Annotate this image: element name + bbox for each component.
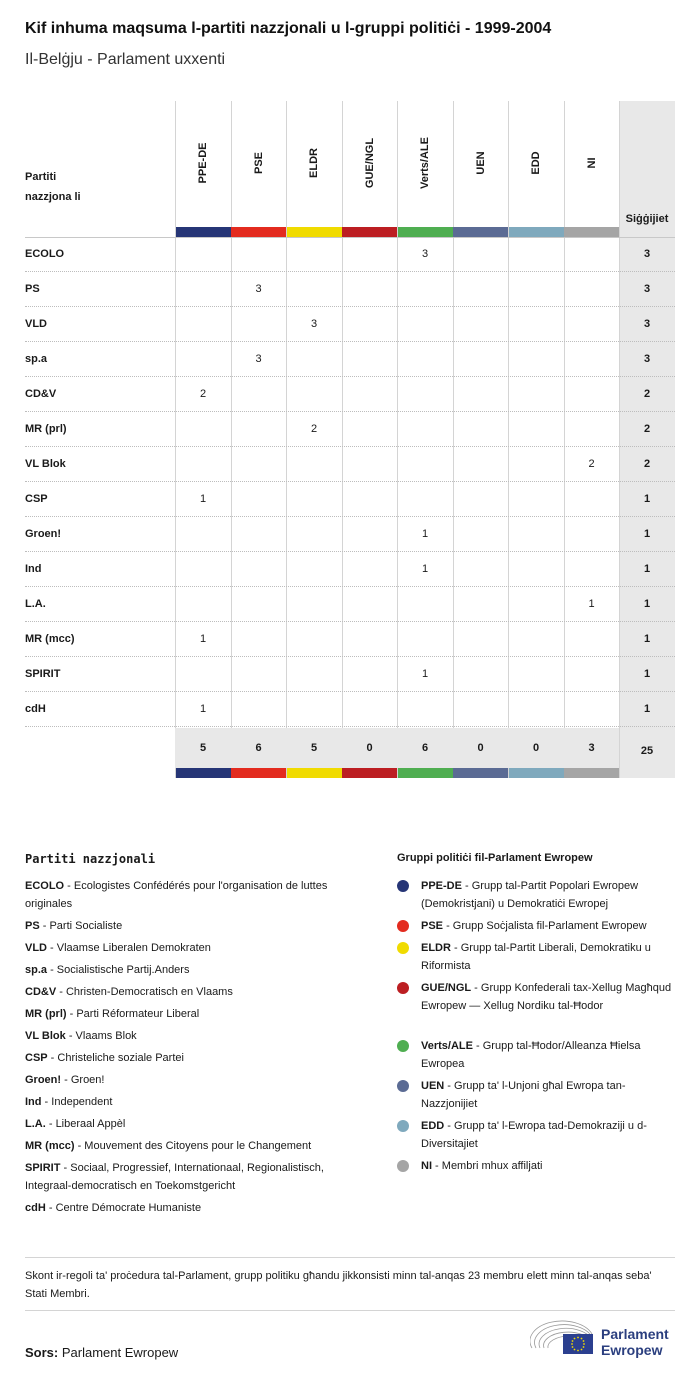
row-party: CSP	[25, 493, 48, 505]
group-header-label: NI	[585, 157, 598, 169]
legend-party-code: MR (mcc)	[25, 1140, 75, 1152]
row-total: 1	[643, 528, 651, 540]
table-row	[25, 272, 675, 307]
source-value: Parlament Ewropew	[61, 1345, 179, 1360]
group-color-bar	[287, 227, 342, 237]
logo-line1: Parlament	[601, 1326, 669, 1342]
legend-party-code: L.A.	[25, 1118, 46, 1130]
legend-party-code: VL Blok	[25, 1030, 66, 1042]
legend-party-item: cdH - Centre Démocrate Humaniste	[25, 1202, 202, 1214]
group-color-bar	[564, 227, 619, 237]
table-row	[25, 377, 675, 412]
group-header-vertsale	[398, 101, 453, 229]
legend-group-item: GUE/NGL - Grupp Konfederali tax-Xellug Magħqud Ewropew — Xellug Nordiku tal-Ħodor	[421, 982, 672, 1012]
group-color-bar	[398, 768, 453, 778]
legend-party-code: MR (prl)	[25, 1008, 67, 1020]
seat-table	[25, 101, 675, 778]
source-label: Sors:	[25, 1345, 59, 1360]
group-color-bar	[509, 227, 564, 237]
group-color-bar	[231, 227, 286, 237]
legend-group-code: EDD	[421, 1120, 445, 1132]
legend-group-item: Verts/ALE - Grupp tal-Ħodor/Alleanza Ħielsa Ewropea	[421, 1040, 641, 1070]
group-total: 3	[588, 742, 595, 754]
legend-group-item: EDD - Grupp ta' l-Ewropa tad-Demokraziji u d-Diversitajiet	[421, 1120, 647, 1150]
legend-party-item: ECOLO - Ecologistes Confédérés pour l'organisation de luttes originales	[25, 880, 328, 910]
row-total: 1	[643, 563, 651, 575]
row-party: sp.a	[25, 353, 48, 365]
seat-cell: 3	[255, 353, 262, 365]
row-party: Groen!	[25, 528, 62, 540]
table-row	[25, 307, 675, 342]
seat-cell: 1	[199, 493, 207, 505]
legend-party-code: Groen!	[25, 1074, 62, 1086]
legend-party-name: Parti Réformateur Liberal	[76, 1008, 200, 1020]
table-row	[25, 657, 675, 692]
legend-party-name: Mouvement des Citoyens pour le Changement	[84, 1140, 312, 1152]
legend-party-code: CSP	[25, 1052, 48, 1064]
legend-party-name: Independent	[51, 1096, 113, 1108]
legend-party-code: SPIRIT	[25, 1162, 61, 1174]
legend-party-name: Socialistische Partij.Anders	[56, 964, 190, 976]
legend-party-code: VLD	[25, 942, 47, 954]
group-color-bar	[453, 227, 508, 237]
table-row	[25, 552, 675, 587]
legend-party-item: MR (mcc) - Mouvement des Citoyens pour le Changement	[25, 1140, 312, 1152]
legend-party-item: Ind - Independent	[25, 1096, 113, 1108]
legend-party-item: CD&V - Christen-Democratisch en Vlaams	[25, 986, 233, 998]
group-color-bar	[176, 768, 231, 778]
row-party: SPIRIT	[25, 668, 61, 680]
header-total: Siġġijiet	[625, 213, 669, 225]
table-row	[25, 622, 675, 657]
legend-group-code: PPE-DE	[421, 880, 462, 892]
source	[25, 1345, 178, 1360]
group-header-label: GUE/NGL	[363, 137, 376, 189]
row-total: 3	[643, 353, 651, 365]
legend-color-dot	[397, 1120, 409, 1132]
row-total: 3	[643, 283, 651, 295]
legend-group-item: PSE - Grupp Soċjalista fil-Parlament Ewropew	[421, 920, 647, 932]
legend-color-dot	[397, 1160, 409, 1172]
table-row	[25, 482, 675, 517]
group-total: 6	[421, 742, 429, 754]
legend-color-dot	[397, 880, 409, 892]
group-header-pse	[231, 101, 286, 229]
legend-group-item: ELDR - Grupp tal-Partit Liberali, Demokratiku u Riformista	[421, 942, 651, 972]
legend-group-name: Grupp tal-Ħodor/Alleanza Ħielsa Ewropea	[421, 1040, 641, 1070]
table-row	[25, 342, 675, 377]
seat-cell: 1	[421, 528, 429, 540]
legend-party-name: Ecologistes Confédérés pour l'organisation de luttes originales	[25, 880, 328, 910]
legend-party-name: Sociaal, Progressief, Internationaal, Regionalistisch, Integraal-democratisch en Toekomstgericht	[25, 1162, 324, 1192]
group-color-bar	[453, 768, 508, 778]
legend-party-name: Christeliche soziale Partei	[57, 1052, 184, 1064]
row-total: 1	[643, 668, 651, 680]
legend-party-name: Parti Socialiste	[49, 920, 123, 932]
group-total: 5	[310, 742, 318, 754]
legend-party-item: CSP - Christeliche soziale Partei	[25, 1052, 184, 1064]
group-color-bar	[287, 768, 342, 778]
legend-party-name: Centre Démocrate Humaniste	[55, 1202, 202, 1214]
table-row	[25, 517, 675, 552]
row-total: 2	[643, 423, 651, 435]
divider	[25, 1257, 675, 1258]
group-color-bar	[509, 768, 564, 778]
group-total: 0	[532, 742, 540, 754]
table-row	[25, 447, 675, 482]
legend-groups-title: Gruppi politiċi fil-Parlament Ewropew	[397, 852, 593, 864]
row-party: L.A.	[25, 598, 46, 610]
group-header-label: PPE-DE	[197, 142, 209, 184]
row-total: 2	[643, 388, 651, 400]
group-header-label: Verts/ALE	[419, 137, 431, 189]
chart-title: Kif inhuma maqsuma l-partiti nazzjonali u l-gruppi politiċi - 1999-2004	[25, 20, 552, 37]
group-total: 0	[477, 742, 484, 754]
legend-group-name: Grupp Soċjalista fil-Parlament Ewropew	[452, 920, 647, 932]
legend-group-code: GUE/NGL	[421, 982, 472, 994]
group-total: 5	[199, 742, 207, 754]
group-header-label: EDD	[530, 151, 542, 175]
row-separator	[25, 726, 675, 727]
footnote: Skont ir-regoli ta' proċedura tal-Parlament, grupp politiku għandu jikkonsisti minn tal-anqas 23 membru elett minn tal-anqas seba' Stati Membri.	[25, 1270, 652, 1300]
legend-party-name: Liberaal Appèl	[55, 1118, 126, 1130]
group-header-label: UEN	[474, 151, 487, 175]
row-party: ECOLO	[25, 248, 65, 260]
legend-group-code: Verts/ALE	[421, 1040, 473, 1052]
legend-group-code: ELDR	[421, 942, 451, 954]
group-color-bar	[342, 768, 397, 778]
legend-group-name: Membri mhux affiljati	[441, 1160, 543, 1172]
seat-cell: 1	[421, 563, 429, 575]
chart-subtitle: Il-Belġju - Parlament uxxenti	[25, 51, 226, 68]
group-total: 6	[255, 742, 262, 754]
row-total: 2	[643, 458, 651, 470]
row-total: 1	[643, 598, 651, 610]
legend-group-item: UEN - Grupp ta' l-Unjoni għal Ewropa tan-Nazzjonijiet	[421, 1080, 626, 1110]
legend-party-item: VLD - Vlaamse Liberalen Demokraten	[25, 942, 211, 954]
legend-party-name: Vlaams Blok	[75, 1030, 137, 1042]
row-party: PS	[25, 283, 40, 295]
legend-group-name: Grupp tal-Partit Popolari Ewropew (Demokristjani) u Demokratiċi Ewropej	[421, 880, 639, 910]
legend-group-code: PSE	[421, 920, 444, 932]
group-header-ni	[564, 101, 619, 229]
legend-group-code: UEN	[421, 1080, 445, 1092]
european-parliament-wordmark	[601, 1326, 669, 1358]
seat-cell: 1	[421, 668, 429, 680]
legend-group-name: Grupp tal-Partit Liberali, Demokratiku u Riformista	[421, 942, 651, 972]
legend-party-item: MR (prl) - Parti Réformateur Liberal	[25, 1008, 200, 1020]
group-header-guengl	[342, 101, 397, 229]
legend-party-name: Vlaamse Liberalen Demokraten	[56, 942, 211, 954]
group-color-bar	[342, 227, 397, 237]
seat-cell: 2	[199, 388, 207, 400]
seat-cell: 1	[199, 703, 207, 715]
legend-party-item: sp.a - Socialistische Partij.Anders	[25, 964, 190, 976]
row-party: MR (mcc)	[25, 633, 75, 645]
legend-party-item: SPIRIT - Sociaal, Progressief, Internationaal, Regionalistisch, Integraal-democratisch en Toekomstgericht	[25, 1162, 324, 1192]
seat-cell: 2	[310, 423, 318, 435]
legend-party-code: PS	[25, 920, 40, 932]
legend-color-dot	[397, 942, 409, 954]
header-party: Partiti nazzjona li	[25, 171, 81, 203]
row-party: VL Blok	[25, 458, 66, 470]
legend-party-item: Groen! - Groen!	[25, 1074, 105, 1086]
legend-party-item: PS - Parti Socialiste	[25, 920, 123, 932]
row-party: Ind	[25, 563, 42, 575]
seat-cell: 3	[310, 318, 318, 330]
grand-total: 25	[640, 745, 654, 757]
row-total: 3	[643, 248, 651, 260]
seat-cell: 1	[199, 633, 207, 645]
table-row	[25, 412, 675, 447]
seat-cell: 1	[588, 598, 595, 610]
group-header-uen	[453, 101, 508, 229]
row-party: cdH	[25, 703, 46, 715]
seat-cell: 2	[588, 458, 595, 470]
legend-party-code: Ind	[25, 1096, 42, 1108]
group-header-ppede	[176, 101, 231, 229]
legend-party-item: L.A. - Liberaal Appèl	[25, 1118, 126, 1130]
legend-party-name: Christen-Democratisch en Vlaams	[65, 986, 233, 998]
legend-party-item: VL Blok - Vlaams Blok	[25, 1030, 137, 1042]
legend-party-code: ECOLO	[25, 880, 65, 892]
group-header-edd	[509, 101, 564, 229]
group-header-label: PSE	[252, 151, 265, 175]
group-total: 0	[366, 742, 373, 754]
logo-line2: Ewropew	[601, 1342, 663, 1358]
group-header-label: ELDR	[308, 148, 320, 178]
legend-party-code: sp.a	[25, 964, 48, 976]
group-color-bar	[176, 227, 231, 237]
legend-group-name: Grupp Konfederali tax-Xellug Magħqud Ewropew — Xellug Nordiku tal-Ħodor	[421, 982, 672, 1012]
row-party: MR (prl)	[25, 423, 67, 435]
legend-group-item: NI - Membri mhux affiljati	[421, 1160, 543, 1172]
seat-cell: 3	[421, 248, 429, 260]
legend-group-name: Grupp ta' l-Ewropa tad-Demokraziji u d-Diversitajiet	[421, 1120, 647, 1150]
divider	[25, 1310, 675, 1311]
table-row	[25, 692, 675, 727]
group-color-bar	[564, 768, 619, 778]
legend-color-dot	[397, 982, 409, 994]
seat-cell: 3	[255, 283, 262, 295]
legend-party-name: Groen!	[70, 1074, 105, 1086]
legend-color-dot	[397, 1080, 409, 1092]
legend-parties-title: Partiti nazzjonali	[25, 852, 156, 866]
row-total: 3	[643, 318, 651, 330]
group-color-bar	[231, 768, 286, 778]
row-total: 1	[643, 703, 651, 715]
legend-party-code: cdH	[25, 1202, 46, 1214]
row-total: 1	[643, 493, 651, 505]
legend-group-code: NI	[421, 1160, 432, 1172]
legend-group-item: PPE-DE - Grupp tal-Partit Popolari Ewropew (Demokristjani) u Demokratiċi Ewropej	[421, 880, 639, 910]
legend-party-code: CD&V	[25, 986, 57, 998]
legend-color-dot	[397, 1040, 409, 1052]
table-row	[25, 237, 675, 272]
table-row	[25, 587, 675, 622]
row-total: 1	[643, 633, 651, 645]
group-color-bar	[398, 227, 453, 237]
row-party: CD&V	[25, 388, 57, 400]
legend-color-dot	[397, 920, 409, 932]
legend-group-name: Grupp ta' l-Unjoni għal Ewropa tan-Nazzjonijiet	[421, 1080, 626, 1110]
group-header-eldr	[287, 101, 342, 229]
row-party: VLD	[25, 318, 47, 330]
